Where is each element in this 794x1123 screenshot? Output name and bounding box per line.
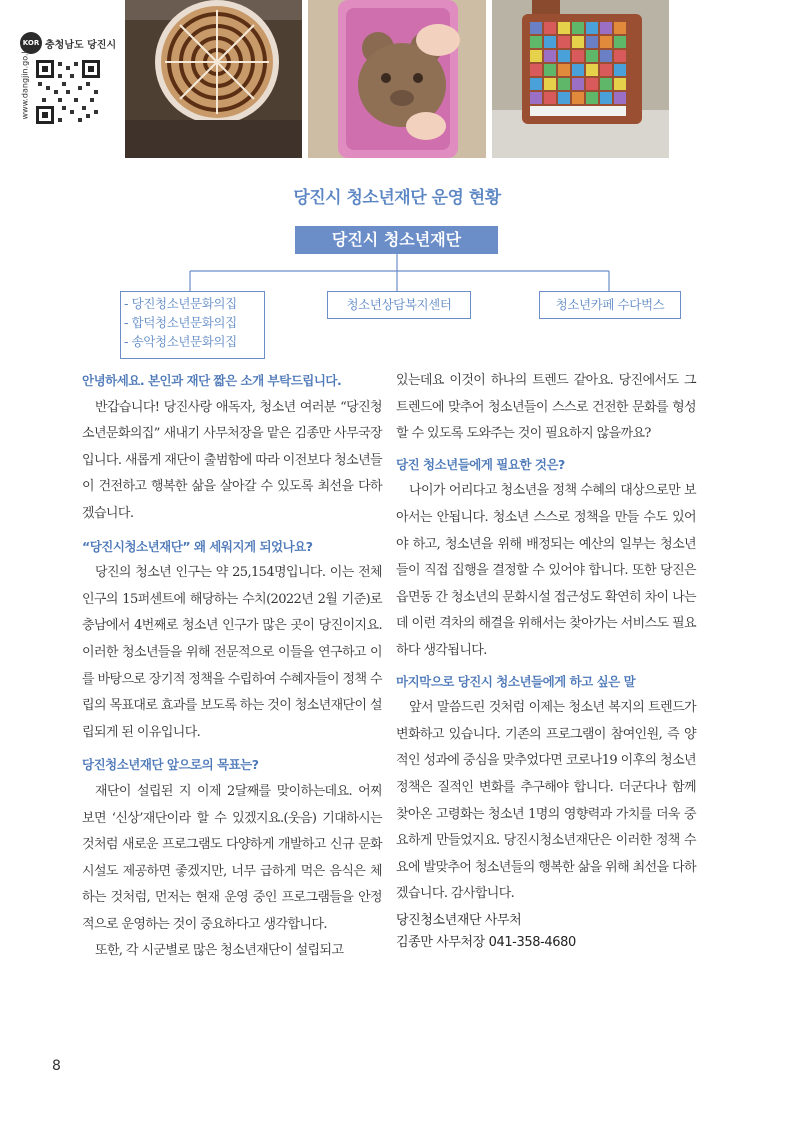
question-heading: 안녕하세요. 본인과 재단 짧은 소개 부탁드립니다. <box>82 373 342 388</box>
question-heading: 당진 청소년들에게 필요한 것은? <box>396 456 565 472</box>
article-right-column <box>396 368 696 954</box>
org-box-line: - 송악청소년문화의집 <box>124 334 237 349</box>
answer-paragraph: 재단이 설립된 지 이제 2달째를 맞이하는데요. 어찌 보면 ‘신상’재단이라 할 수 있겠지요.(웃음) 기대하시는 것처럼 새로운 프로그램도 다양하게 개발하고 신규 문화시설도 제공하면 좋겠지만, 너무 급하게 먹은 음식은 체하는 것처럼, 먼저는 현재 운영 중인 프로그램들을 안정적으로 운영하는 것이 중요하다고 생각합니다. <box>82 783 382 932</box>
website-url[interactable]: www.dangjin.go.kr <box>20 45 30 120</box>
answer-paragraph: 당진의 청소년 인구는 약 25,154명입니다. 이는 전체 인구의 15퍼센트에 해당하는 수치(2022년 2월 기준)로 충남에서 4번째로 청소년 인구가 많은 곳이 당진이지요. 이러한 청소년들을 위해 전문적으로 이들을 연구하고 이를 바탕으로 장기적 정책을 수립하여 수혜자들이 정책 수립의 목표대로 효과를 보도록 하는 것이 청소년재단이 설립되게 된 이유입니다. <box>82 565 382 740</box>
org-box-line: - 합덕청소년문화의집 <box>124 315 237 330</box>
question-heading: 마지막으로 당진시 청소년들에게 하고 싶은 말 <box>396 673 636 689</box>
answer-paragraph: 반갑습니다! 당진사랑 애독자, 청소년 여러분 “당진청소년문화의집” 새내기 사무처장을 맡은 김종만 사무국장입니다. 새롭게 재단이 출범함에 따라 이전보다 청소년들이 건전하고 행복한 삶을 살아갈 수 있도록 최선을 다하겠습니다. <box>82 399 382 521</box>
org-box-counseling-center: 청소년상담복지센터 <box>327 291 471 319</box>
section-title: 당진시 청소년재단 운영 현황 <box>293 188 501 208</box>
kor-badge: KOR <box>20 32 42 54</box>
signature-org: 당진청소년재단 사무처 <box>396 912 522 928</box>
answer-paragraph: 있는데요 이것이 하나의 트렌드 같아요. 당진에서도 그 트렌드에 맞추어 청소년들이 스스로 건전한 문화를 형성할 수 있도록 도와주는 것이 필요하지 않을까요? <box>396 373 696 442</box>
page-number: 8 <box>52 1058 61 1074</box>
org-box-culture-houses <box>120 291 265 359</box>
signature-contact: 김종만 사무처장 041-358-4680 <box>396 934 576 950</box>
answer-paragraph: 앞서 말씀드린 것처럼 이제는 청소년 복지의 트렌드가 변화하고 있습니다. 기존의 프로그램이 참여인원, 즉 양적인 성과에 중심을 맞추었다면 코로나19 이후의 청소년 정책은 질적인 변화를 추구해야 합니다. 더군다나 함께 찾아온 고령화는 청소년 1명의 영향력과 가치를 더욱 중요하게 만들었지요. 당진시청소년재단은 이러한 정책 수요에 발맞추어 청소년들의 행복한 삶을 위해 최선을 다하겠습니다. 감사합니다. <box>396 700 696 902</box>
brand-name: 충청남도 당진시 <box>45 40 117 51</box>
question-heading: 당진청소년재단 앞으로의 목표는? <box>82 757 259 773</box>
org-box-youth-cafe: 청소년카페 수다벅스 <box>539 291 681 319</box>
question-heading: “당진시청소년재단” 왜 세워지게 되었나요? <box>82 538 313 554</box>
org-box-line: - 당진청소년문화의집 <box>124 296 237 311</box>
answer-paragraph: 또한, 각 시군별로 많은 청소년재단이 설립되고 <box>95 943 344 959</box>
org-root-box: 당진시 청소년재단 <box>295 226 498 254</box>
org-chart-connectors <box>0 0 794 300</box>
article-left-column <box>82 368 382 965</box>
answer-paragraph: 나이가 어리다고 청소년을 정책 수혜의 대상으로만 보아서는 안됩니다. 청소년 스스로 정책을 만들 수도 있어야 하고, 청소년을 위해 배정되는 예산의 일부는 청소년들이 직접 집행을 결정할 수 있어야 합니다. 또한 당진은 읍면동 간 청소년의 문화시설 접근성도 확연히 차이 나는데 이런 격차의 해결을 위해서는 찾아가는 서비스도 필요하다 생각됩니다. <box>396 483 696 658</box>
